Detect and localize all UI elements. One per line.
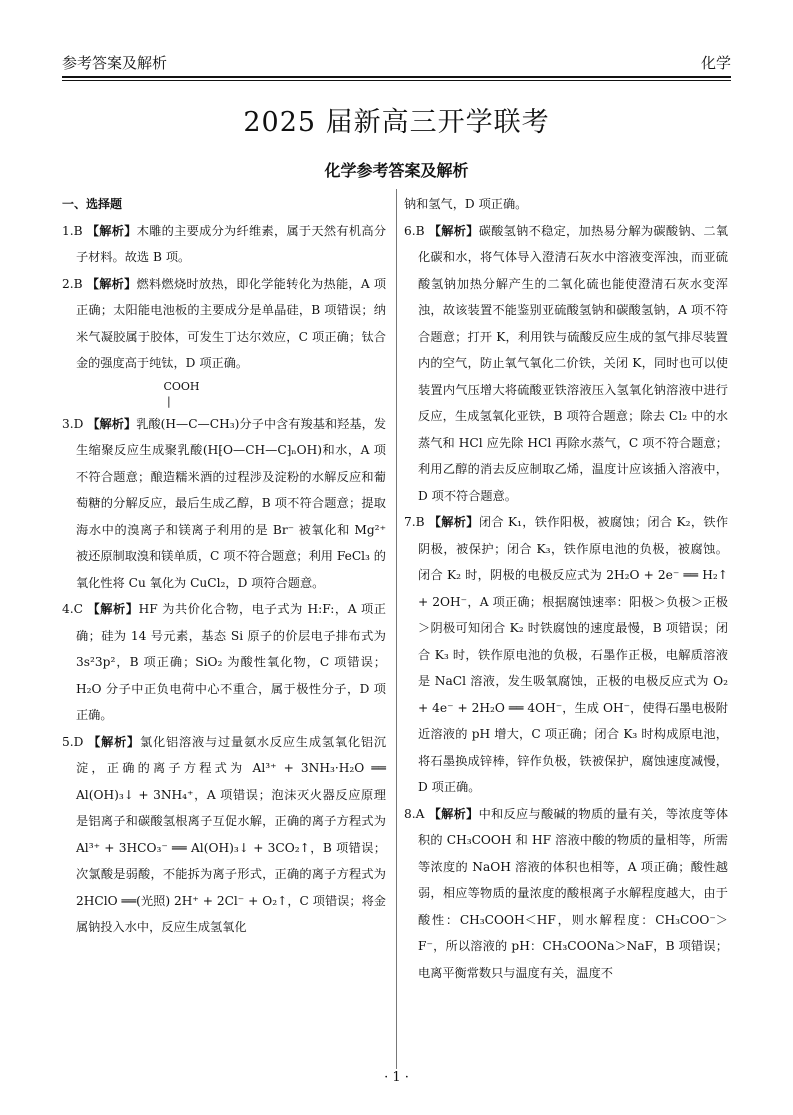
answer-number: 7.B bbox=[404, 515, 425, 529]
document-subtitle: 化学参考答案及解析 bbox=[324, 161, 469, 180]
analysis-tag: 【解析】 bbox=[428, 223, 479, 238]
right-column bbox=[404, 191, 728, 986]
answer-item bbox=[404, 801, 728, 987]
page-header bbox=[62, 48, 731, 78]
answer-item bbox=[62, 596, 386, 729]
answer-text: 碳酸氢钠不稳定，加热易分解为碳酸钠、二氧化碳和水，将气体导入澄清石灰水中溶液变浑浊，而亚硫酸氢钠加热分解产生的二氧化硫也能使澄清石灰水变浑浊，故该装置不能鉴别亚硫酸氢钠和碳酸氢钠，A 项不符合题意；打开 K，利用铁与硫酸反应生成的氢气排尽装置内的空气，防止氧气氧化二价铁，关闭 K，同时也可以使装置内气压增大将硫酸亚铁溶液压入氢氧化钠溶液中进行反应，生成氢氧化亚铁，B 项符合题意；除去 Cl₂ 中的水蒸气和 HCl 应先除 HCl 再除水蒸气，C 项不符合题意；利用乙醇的消去反应制取乙烯，温度计应该插入溶液中，D 项不符合题意。 bbox=[418, 223, 729, 503]
answer-item bbox=[62, 218, 386, 271]
answer-item bbox=[62, 729, 386, 941]
answer-item bbox=[404, 509, 728, 801]
answer-text: 木雕的主要成分为纤维素，属于天然有机高分子材料。故选 B 项。 bbox=[76, 223, 387, 264]
header-subject: 化学 bbox=[700, 54, 731, 72]
answer-text: 燃料燃烧时放热，即化学能转化为热能，A 项正确；太阳能电池板的主要成分是单晶硅，B 项错误；纳米气凝胶属于胶体，可发生丁达尔效应，C 项正确；钛合金的强度高于纯钛，D 项正确。 bbox=[76, 276, 387, 370]
answer-text: 中和反应与酸碱的物质的量有关，等浓度等体积的 CH₃COOH 和 HF 溶液中酸的物质的量相等，所需等浓度的 NaOH 溶液的体积也相等，A 项正确；酸性越弱，相应等物质的量浓度的酸根离子水解程度越大，由于酸性：CH₃COOH＜HF，则水解程度：CH₃COO⁻＞F⁻，所以溶液的 pH：CH₃COONa＞NaF，B 项错误；电离平衡常数只与温度有关，温度不 bbox=[418, 806, 729, 980]
answer-text: 氯化铝溶液与过量氨水反应生成氢氧化铝沉淀，正确的离子方程式为 Al³⁺ + 3NH₃·H₂O ══ Al(OH)₃↓ + 3NH₄⁺，A 项错误；泡沫灭火器反应原理是铝离子和碳酸氢根离子互促水解，正确的离子方程式为 Al³⁺ + 3HCO₃⁻ ══ Al(OH)₃↓ + 3CO₂↑，B 项错误；次氯酸是弱酸，不能拆为离子形式，正确的离子方程式为 2HClO ══(光照) 2H⁺ + 2Cl⁻ + O₂↑，C 项错误；将金属钠投入水中，反应生成氢氧化 bbox=[76, 734, 387, 934]
page-number: · 1 · bbox=[384, 1070, 409, 1085]
answer-item bbox=[404, 191, 728, 218]
answer-text: 闭合 K₁，铁作阳极，被腐蚀；闭合 K₂，铁作阴极，被保护；闭合 K₃，铁作原电池的负极，被腐蚀。闭合 K₂ 时，阴极的电极反应式为 2H₂O + 2e⁻ ══ H₂↑ + 2OH⁻，A 项正确；根据腐蚀速率：阳极＞负极＞正极＞阴极可知闭合 K₂ 时铁腐蚀的速度最慢，B 项错误；闭合 K₃ 时，铁作原电池的负极，石墨作正极，电解质溶液是 NaCl 溶液，发生吸氧腐蚀，正极的电极反应式为 O₂ + 4e⁻ + 2H₂O ══ 4OH⁻，生成 OH⁻，使得石墨电极附近溶液的 pH 增大，C 项正确；闭合 K₃ 时构成原电池，将石墨换成锌棒，锌作负极，铁被保护，腐蚀速度减慢，D 项正确。 bbox=[418, 515, 729, 794]
left-column bbox=[62, 191, 386, 941]
header-left: 参考答案及解析 bbox=[62, 54, 168, 72]
section-heading: 一、选择题 bbox=[62, 197, 123, 211]
answer-number: 3.D bbox=[62, 416, 84, 431]
right-answer-list bbox=[404, 191, 728, 986]
answer-number: 2.B bbox=[62, 276, 83, 291]
analysis-tag: 【解析】 bbox=[428, 806, 479, 821]
column-divider bbox=[396, 189, 397, 1069]
analysis-tag: 【解析】 bbox=[88, 734, 141, 749]
analysis-tag: 【解析】 bbox=[87, 602, 139, 616]
analysis-tag: 【解析】 bbox=[87, 416, 137, 431]
answer-text: 乳酸(H—C—CH₃)分子中含有羧基和羟基，发生缩聚反应生成聚乳酸(H⁅O—CH—C⁆ₙOH)和水，A 项不符合题意；酿造糯米酒的过程涉及淀粉的水解反应和葡萄糖的分解反应，最后生成乙醇，B 项不符合题意；提取海水中的溴离子和镁离子利用的是 Br⁻ 被氧化和 Mg²⁺ 被还原制取溴和镁单质，C 项不符合题意；利用 FeCl₃ 的氧化性将 Cu 氧化为 CuCl₂，D 项符合题意。 bbox=[76, 416, 387, 590]
answer-number: 5.D bbox=[62, 734, 84, 749]
analysis-tag: 【解析】 bbox=[86, 223, 137, 238]
answer-text: 钠和氢气，D 项正确。 bbox=[404, 197, 528, 211]
answer-item bbox=[62, 271, 386, 377]
analysis-tag: 【解析】 bbox=[86, 276, 137, 291]
answer-number: 6.B bbox=[404, 223, 425, 238]
answer-item bbox=[62, 411, 386, 597]
answer-number: 1.B bbox=[62, 223, 83, 238]
left-answer-list bbox=[62, 218, 386, 941]
document-title: 2025 届新高三开学联考 bbox=[243, 107, 550, 138]
analysis-tag: 【解析】 bbox=[428, 515, 479, 529]
answer-text: HF 为共价化合物，电子式为 H:F:，A 项正确；硅为 14 号元素，基态 Si 原子的价层电子排布式为 3s²3p²，B 项正确；SiO₂ 为酸性氧化物，C 项错误；H₂O 分子中正负电荷中心不重合，属于极性分子，D 项正确。 bbox=[76, 602, 386, 722]
header-rule-thin bbox=[62, 80, 731, 81]
answer-number: 8.A bbox=[404, 806, 425, 821]
structural-formula-lactic-acid: COOH | bbox=[163, 379, 200, 408]
header-rule bbox=[62, 76, 731, 78]
answer-item bbox=[404, 218, 728, 510]
answer-number: 4.C bbox=[62, 602, 83, 616]
